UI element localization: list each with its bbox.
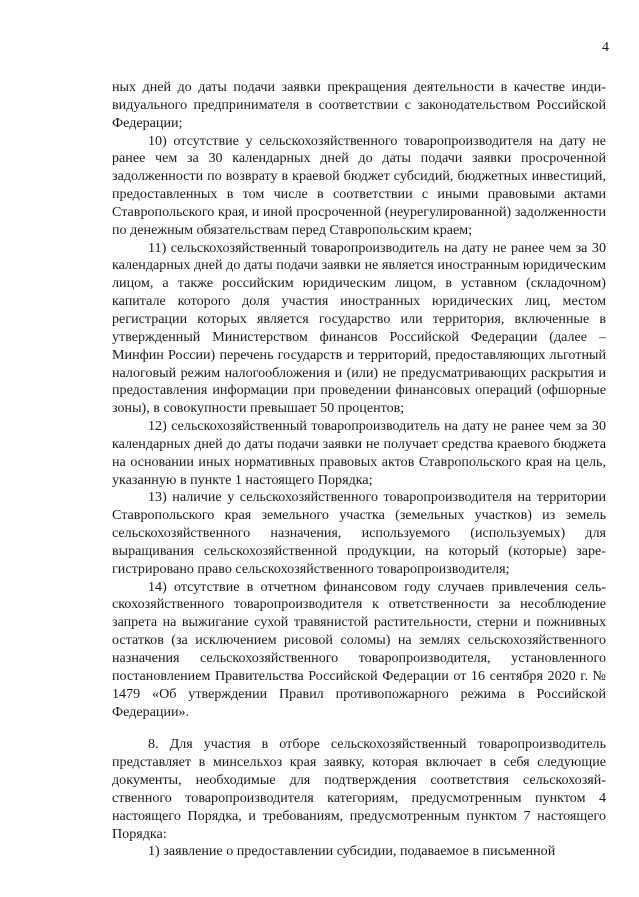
paragraph-item-10: 10) отсутствие у сельскохозяйственного товаропроизводителя на дату не ранее чем за 30 календарных дней до даты подачи заявки просроченной задолженности по возврату в краевой бюджет субсидий, бюджетных инвестиций, предоставленных в том числе в соответствии с иными правовыми актами Ставропольского края, и иной просроченной (неурегулированной) задолженности по денежным обязательствам перед Ставропольским краем; [112, 132, 606, 238]
document-body [112, 79, 606, 861]
paragraph-section-8: 8. Для участия в отборе сельскохозяйственный товаропроизводитель представляет в минсельхоз края заявку, которая включает в себя следующие документы, необходимые для подтверждения соответствия сельскохозяйственного товаропроизводителя категориям, предусмотренным пунктом 4 настоящего Порядка, и требованиям, предусмотренным пунктом 7 настоящего Порядка: [112, 736, 606, 842]
paragraph-item-13: 13) наличие у сельскохозяйственного товаропроизводителя на территории Ставропольского края земельного участка (земельных участков) из земель сельскохозяйственного назначения, используемого (используемых) для выращивания сельскохозяйственной продукции, на который (которые) зарегистрировано право сельскохозяйственного товаропроизводителя; [112, 489, 606, 577]
page-number: 4 [602, 40, 609, 55]
paragraph-item-14: 14) отсутствие в отчетном финансовом году случаев привлечения сельскохозяйственного товаропроизводителя к ответственности за несоблюдение запрета на выжигание сухой травянистой растительности, стерни и пожнивных остатков (за исключением рисовой соломы) на землях сельскохозяйственного назначения сельскохозяйственного товаропроизводителя, установленного постановлением Правительства Российской Федерации от 16 сентября 2020 г. № 1479 «Об утверждении Правил противопожарного режима в Российской Федерации». [112, 578, 606, 720]
paragraph-subitem-1: 1) заявление о предоставлении субсидии, подаваемое в письменной [148, 843, 556, 860]
paragraph-item-12: 12) сельскохозяйственный товаропроизводитель на дату не ранее чем за 30 календарных дней до даты подачи заявки не получает средства краевого бюджета на основании иных нормативных правовых актов Ставропольского края на цель, указанную в пункте 1 настоящего Порядка; [112, 418, 606, 488]
paragraph-item-11: 11) сельскохозяйственный товаропроизводитель на дату не ранее чем за 30 календарных дней до даты подачи заявки не является иностранным юридическим лицом, а также российским юридическим лицом, в уставном (складочном) капитале которого доля участия иностранных юридических лиц, местом регистрации которых является государство или территория, включенные в утвержденный Министерством финансов Российской Федерации (далее – Минфин России) перечень государств и территорий, предоставляющих льготный налоговый режим налогообложения и (или) не предусматривающих раскрытия и предоставления информации при проведении финансовых операций (офшорные зоны), в совокупности превышает 50 процентов; [112, 239, 606, 417]
paragraph-continuation: ных дней до даты подачи заявки прекращения деятельности в качестве индивидуального предпринимателя в соответствии с законодательством Российской Федерации; [112, 79, 606, 131]
